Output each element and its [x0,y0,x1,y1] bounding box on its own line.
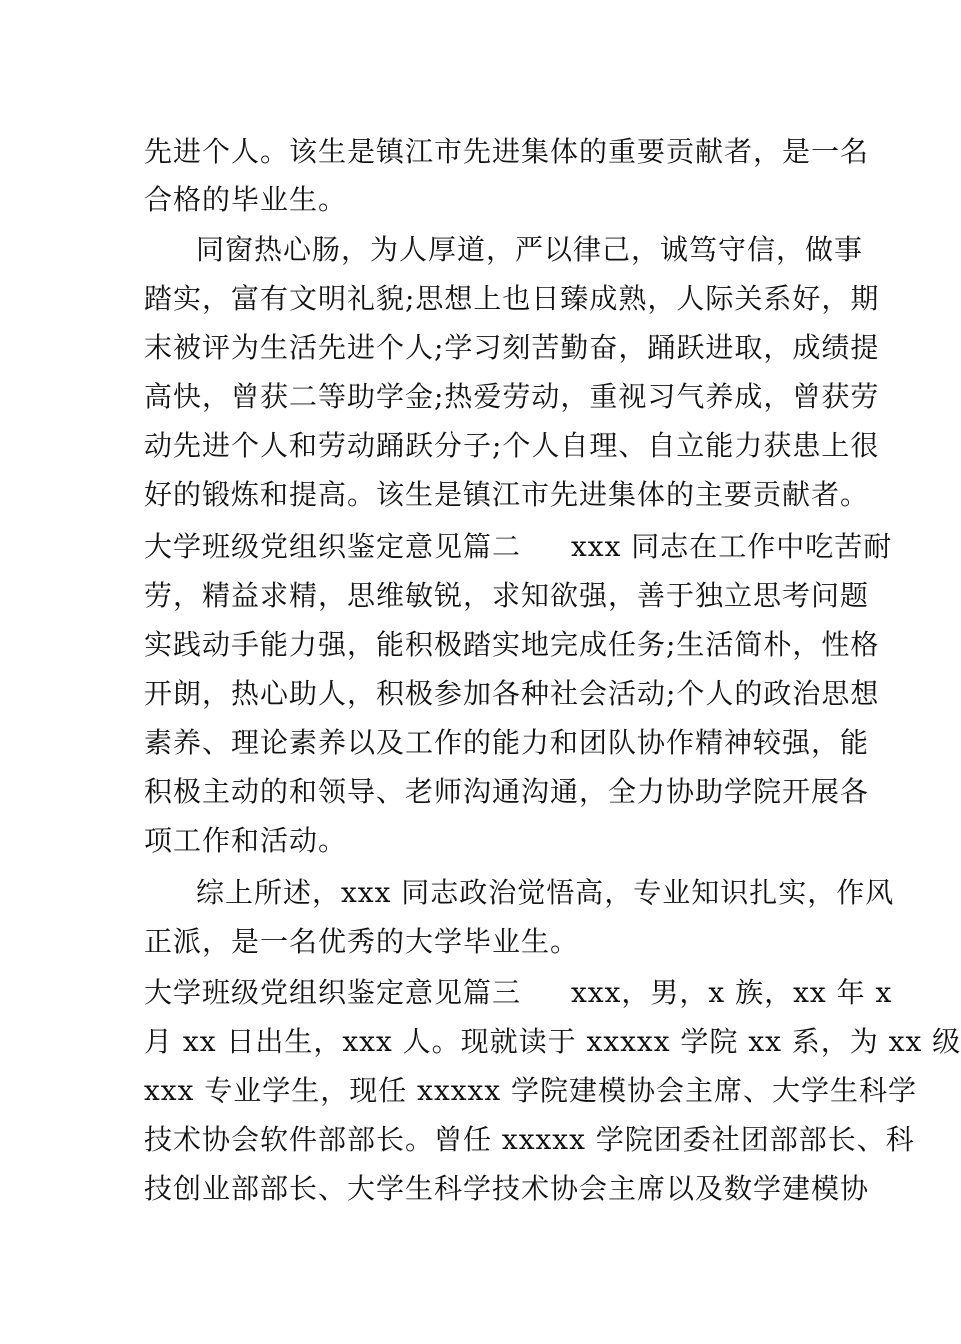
section-heading: 大学班级党组织鉴定意见篇二 [144,530,522,563]
paragraph-line: 踏实，富有文明礼貌;思想上也日臻成熟，人际关系好，期 [144,282,880,315]
paragraph-line: 动先进个人和劳动踊跃分子;个人自理、自立能力获患上很 [144,429,880,462]
paragraph-line: 技术协会软件部部长。曾任 xxxxx 学院团委社团部部长、科 [144,1123,915,1156]
paragraph-line: 综上所述，xxx 同志政治觉悟高，专业知识扎实，作风 [196,876,895,909]
paragraph-line: 实践动手能力强，能积极踏实地完成任务;生活简朴，性格 [144,628,880,661]
paragraph-line: xxx 专业学生，现任 xxxxx 学院建模协会主席、大学生科学 [144,1074,918,1107]
paragraph-line: 素养、理论素养以及工作的能力和团队协作精神较强，能 [144,726,870,759]
paragraph-line: 先进个人。该生是镇江市先进集体的重要贡献者，是一名 [144,135,870,168]
paragraph-line: 末被评为生活先进个人;学习刻苦勤奋，踊跃进取，成绩提 [144,331,880,364]
section-heading-line [144,971,893,1015]
paragraph-line: 月 xx 日出生，xxx 人。现就读于 xxxxx 学院 xx 系，为 xx 级 [144,1025,961,1058]
paragraph-line: 同窗热心肠，为人厚道，严以律己，诚笃守信，做事 [196,233,864,266]
section-heading-line [144,525,893,569]
paragraph-line: 高快，曾获二等助学金;热爱劳动，重视习气养成，曾获劳 [144,380,880,413]
paragraph-line: 技创业部部长、大学生科学技术协会主席以及数学建模协 [144,1172,870,1205]
paragraph-line: 项工作和活动。 [144,824,348,857]
paragraph-line: 劳，精益求精，思维敏锐，求知欲强，善于独立思考问题 [144,579,870,612]
paragraph-line: 积极主动的和领导、老师沟通沟通，全力协助学院开展各 [144,775,870,808]
paragraph-start: xxx 同志在工作中吃苦耐 [571,530,893,563]
section-heading: 大学班级党组织鉴定意见篇三 [144,976,522,1009]
paragraph-line: 好的锻炼和提高。该生是镇江市先进集体的主要贡献者。 [144,478,870,511]
paragraph-line: 开朗，热心助人，积极参加各种社会活动;个人的政治思想 [144,677,880,710]
paragraph-line: 合格的毕业生。 [144,183,348,216]
paragraph-line: 正派，是一名优秀的大学毕业生。 [144,925,580,958]
paragraph-start: xxx，男，x 族，xx 年 x [571,976,893,1009]
